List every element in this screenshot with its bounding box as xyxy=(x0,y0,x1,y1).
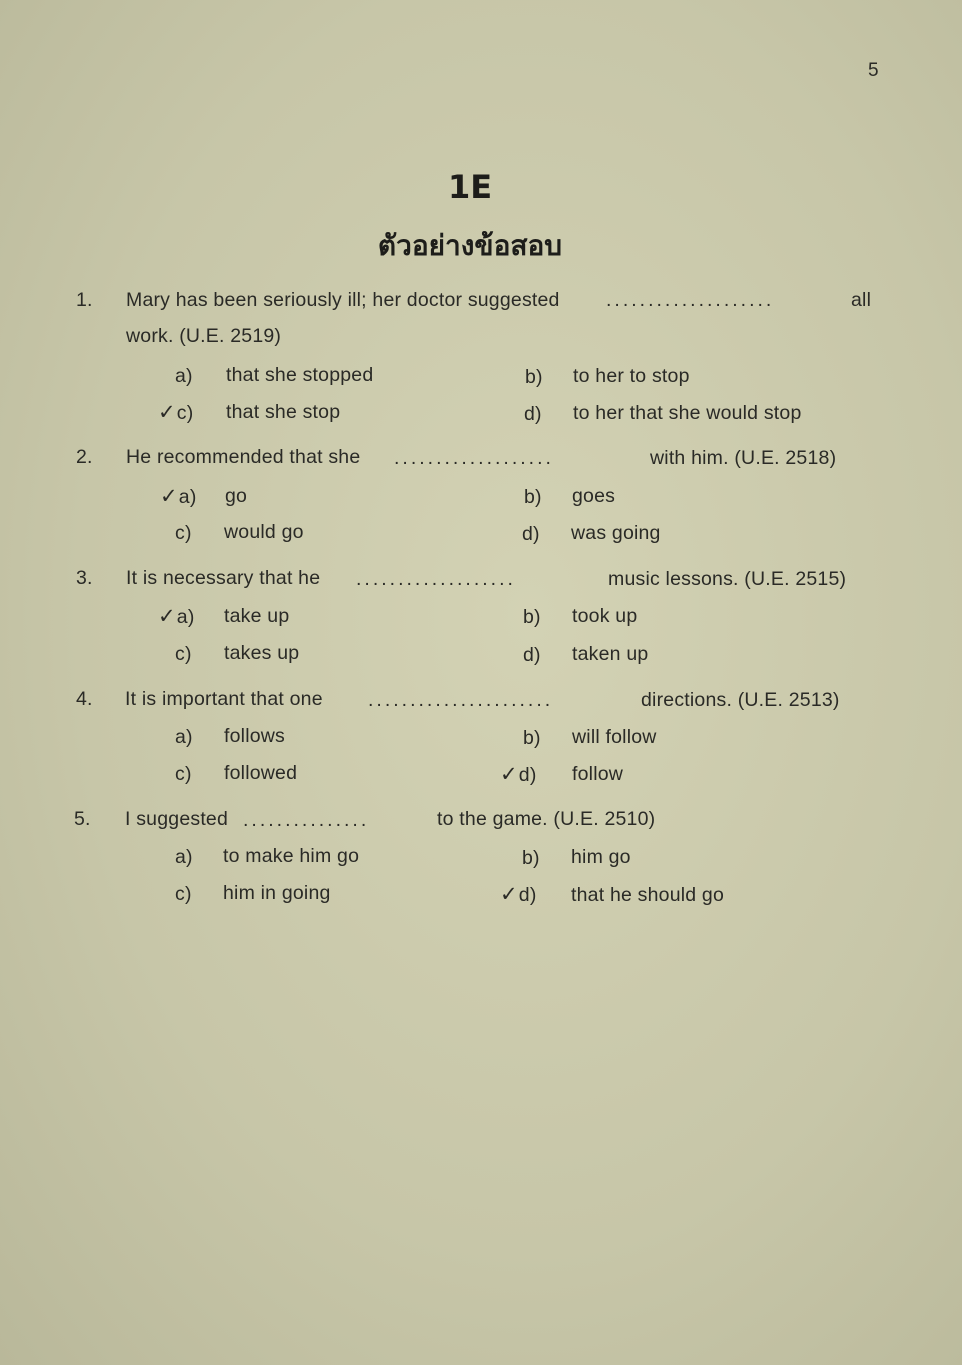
option-d-text: follow xyxy=(572,763,624,785)
option-c: ✓c) xyxy=(158,401,194,424)
option-a-text: that she stopped xyxy=(226,364,374,386)
option-a: a) xyxy=(175,726,193,748)
option-a-text: go xyxy=(225,485,248,507)
question-stem-end: with him. (U.E. 2518) xyxy=(650,447,837,469)
option-c-text: followed xyxy=(224,762,298,784)
answer-blank: .................... xyxy=(606,289,775,311)
option-a: a) xyxy=(175,846,193,868)
question-number: 4. xyxy=(76,688,93,710)
option-a-text: follows xyxy=(224,725,286,747)
option-d: d) xyxy=(522,523,540,545)
question-stem: He recommended that she xyxy=(126,446,361,468)
option-d: ✓d) xyxy=(500,763,537,786)
option-c-text: that she stop xyxy=(226,401,341,423)
check-mark-icon: ✓ xyxy=(500,883,518,906)
question-stem: It is necessary that he xyxy=(126,567,321,589)
option-c-text: would go xyxy=(224,521,304,543)
option-b: b) xyxy=(523,606,541,628)
option-c-text: him in going xyxy=(223,882,331,904)
option-d-text: to her that she would stop xyxy=(573,402,802,424)
option-a-text: to make him go xyxy=(223,845,360,867)
option-b-text: him go xyxy=(571,846,631,868)
question-number: 1. xyxy=(76,289,93,311)
option-d: d) xyxy=(523,644,541,666)
option-b: b) xyxy=(524,486,542,508)
option-c: c) xyxy=(175,522,192,544)
option-d-text: was going xyxy=(571,522,661,544)
option-a: ✓a) xyxy=(158,605,195,628)
question-number: 3. xyxy=(76,567,93,589)
option-d-text: taken up xyxy=(572,643,649,665)
check-mark-icon: ✓ xyxy=(500,763,518,786)
option-d: ✓d) xyxy=(500,883,537,906)
question-stem: Mary has been seriously ill; her doctor suggested xyxy=(126,289,560,311)
option-c: c) xyxy=(175,763,192,785)
option-d: d) xyxy=(524,403,542,425)
question-stem: It is important that one xyxy=(125,688,323,710)
option-c: c) xyxy=(175,883,192,905)
answer-blank: ............... xyxy=(243,809,370,831)
question-stem: I suggested xyxy=(125,808,229,830)
option-c-text: takes up xyxy=(224,642,300,664)
option-b: b) xyxy=(525,366,543,388)
question-number: 2. xyxy=(76,446,93,468)
question-stem-line2: work. (U.E. 2519) xyxy=(126,325,282,347)
page-number: 5 xyxy=(868,60,879,81)
option-b: b) xyxy=(522,847,540,869)
option-a: ✓a) xyxy=(160,485,197,508)
question-stem-end: directions. (U.E. 2513) xyxy=(641,689,840,711)
section-code: 1E xyxy=(447,168,493,206)
option-a: a) xyxy=(175,365,193,387)
option-b: b) xyxy=(523,727,541,749)
option-b-text: took up xyxy=(572,605,638,627)
option-a-text: take up xyxy=(224,605,290,627)
check-mark-icon: ✓ xyxy=(158,605,176,628)
option-d-text: that he should go xyxy=(571,884,725,906)
question-stem-end: to the game. (U.E. 2510) xyxy=(437,808,656,830)
question-stem-end: music lessons. (U.E. 2515) xyxy=(608,568,847,590)
option-b-text: goes xyxy=(572,485,616,507)
option-b-text: will follow xyxy=(572,726,657,748)
question-number: 5. xyxy=(74,808,91,830)
answer-blank: ................... xyxy=(356,568,516,590)
option-b-text: to her to stop xyxy=(573,365,690,387)
section-title: ตัวอย่างข้อสอบ xyxy=(377,229,563,262)
option-c: c) xyxy=(175,643,192,665)
check-mark-icon: ✓ xyxy=(158,401,176,424)
question-stem-end: all xyxy=(851,289,872,311)
answer-blank: ...................... xyxy=(368,689,554,711)
check-mark-icon: ✓ xyxy=(160,485,178,508)
answer-blank: ................... xyxy=(394,447,554,469)
